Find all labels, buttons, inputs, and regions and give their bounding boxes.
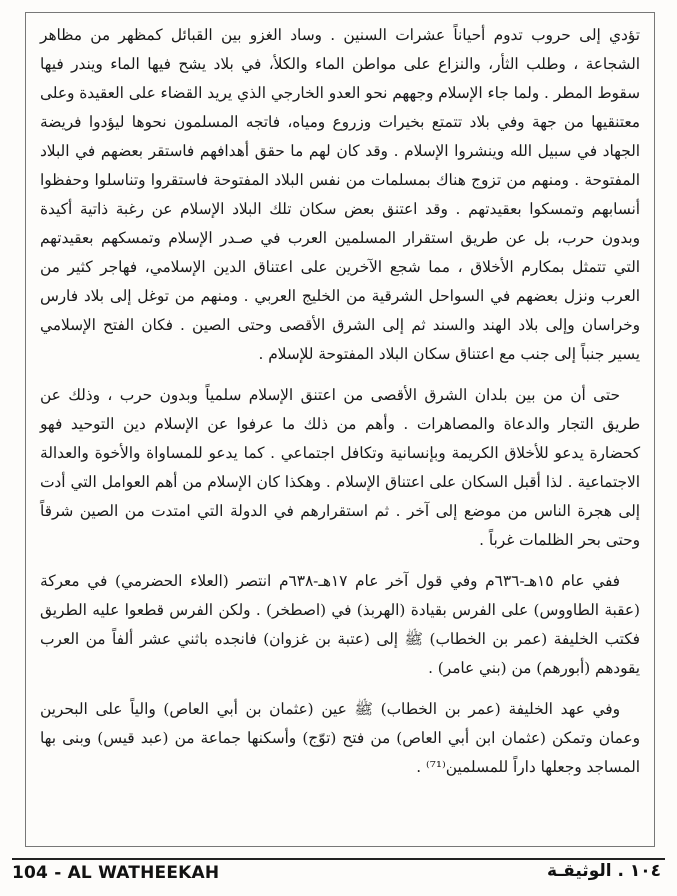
paragraph-2: حتى أن من بين بلدان الشرق الأقصى من اعتنق الإسلام سلمياً وبدون حرب ، وذلك عن طريق التجار والدعاة والمصاهرات . وأهم من ذلك ما عرفوا عن الإسلام دين التوحيد فهو كحضارة يدعو للأخلاق الكريمة وبإنسانية وتكافل اجتماعي . كما يدعو للمساواة والأخوة والعدالة الاجتماعية . لذا أقبل السكان على اعتناق الإسلام . وهكذا كان الإسلام من أهم العوامل التي أدت إلى هجرة الناس من موضع إلى آخر . ثم استقرارهم في الدولة التي امتدت من الصين شرقاً وحتى بحر الظلمات غرباً . [40,386,640,549]
page-footer [0,848,677,896]
paragraph-4: وفي عهد الخليفة (عمر بن الخطاب) ﷺ عين (عثمان بن أبي العاص) والياً على البحرين وعمان وتمكن (عثمان ابن أبي العاص) من فتح (توّج) وأسكنها جماعة من (عبد قيس) وبنى بها المساجد وجعلها داراً للمسلمين⁽⁷¹⁾ . [40,700,640,776]
footer-page-label-latin: 104 - AL WATHEEKAH [12,863,220,883]
footer-page-label-arabic: ١٠٤ . الوثيقـة [547,861,661,881]
paragraph-1: تؤدي إلى حروب تدوم أحياناً عشرات السنين . وساد الغزو بين القبائل كمظهر من مظاهر الشجاعة ، وطلب الثأر، والنزاع على مواطن الماء والكلأ، في بلاد يشح فيها الماء ويندر فيها سقوط المطر . ولما جاء الإسلام وجههم نحو العدو الخارجي الذي يريد القضاء على العقيدة وعلى معتنقيها من جهة وفي بلاد تتمتع بخيرات وزروع ومياه، فاتجه المسلمون نحوها ليؤدوا فريضة الجهاد في سبيل الله وينشروا الإسلام . وقد كان لهم ما حقق أهدافهم فاستقر بعضهم في البلاد المفتوحة . ومنهم من تزوج هناك بمسلمات من نفس البلاد المفتوحة فاستقروا وتناسلوا وحفظوا أنسابهم وتمسكوا بعقيدتهم . وقد اعتنق بعض سكان تلك البلاد الإسلام عن رغبة ذاتية أكيدة وبدون حرب، بل عن طريق استقرار المسلمين العرب في صـدر الإسلام وتمسكهم بعقيدتهم التي تتمثل بمكارم الأخلاق ، مما شجع الآخرين على اعتناق الدين الإسلامي، فهاجر كثير من العرب ونزل بعضهم في السواحل الشرقية من الخليج العربي . ومنهم من توغل إلى بلاد فارس وخراسان وإلى بلاد الهند والسند ثم إلى الشرق الأقصى وحتى الصين . فكان الفتح الإسلامي يسير جنباً إلى جنب مع اعتناق سكان البلاد المفتوحة للإسلام . [40,26,640,363]
footer-divider [12,858,665,860]
article-text-box [25,12,655,847]
paragraph-3: ففي عام ١٥هـ-٦٣٦م وفي قول آخر عام ١٧هـ-٦٣٨م انتصر (العلاء الحضرمي) في معركة (عقبة الطاووس) على الفرس بقيادة (الهربذ) في (اصطخر) . ولكن الفرس قطعوا عليه الطريق فكتب الخليفة (عمر بن الخطاب) ﷺ إلى (عتبة بن غزوان) فانجده باثني عشر ألفاً من العرب يقودهم (أبورهم) من (بني عامر) . [40,572,640,677]
